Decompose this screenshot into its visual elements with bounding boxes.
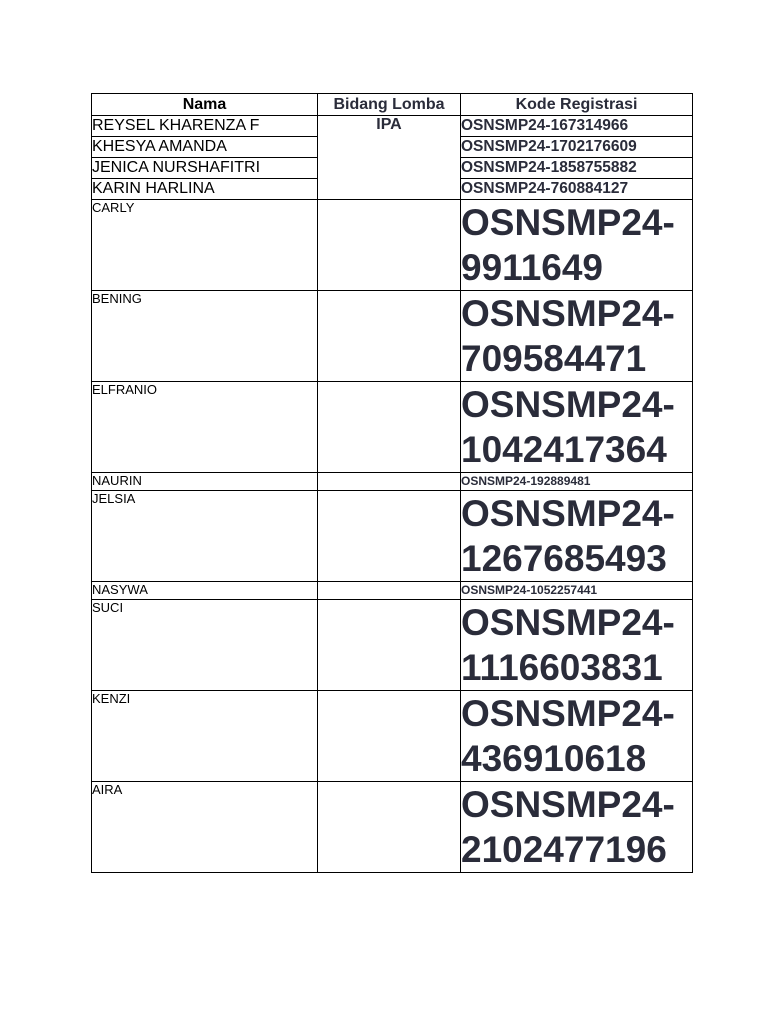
kode-number: 709584471 — [461, 338, 647, 379]
nama-cell: CARLY — [92, 200, 318, 291]
nama-cell: ELFRANIO — [92, 382, 318, 473]
table-row — [92, 473, 693, 491]
kode-number: 1267685493 — [461, 538, 667, 579]
kode-cell — [461, 291, 693, 382]
bidang-cell — [318, 782, 461, 873]
kode-cell: OSNSMP24-1052257441 — [461, 582, 693, 600]
nama-cell: KENZI — [92, 691, 318, 782]
header-nama: Nama — [92, 94, 318, 116]
nama-cell: KHESYA AMANDA — [92, 137, 318, 158]
table-row — [92, 291, 693, 382]
kode-cell: OSNSMP24-167314966 — [461, 116, 693, 137]
table-row — [92, 582, 693, 600]
kode-number: 2102477196 — [461, 829, 667, 870]
kode-number: 1116603831 — [461, 647, 663, 688]
nama-cell: NASYWA — [92, 582, 318, 600]
registration-table — [91, 93, 693, 873]
kode-number: 436910618 — [461, 738, 647, 779]
kode-prefix: OSNSMP24- — [461, 202, 675, 243]
kode-prefix: OSNSMP24- — [461, 602, 675, 643]
bidang-cell — [318, 200, 461, 291]
kode-cell — [461, 491, 693, 582]
nama-cell: KARIN HARLINA — [92, 179, 318, 200]
kode-number: 1042417364 — [461, 429, 667, 470]
bidang-cell — [318, 491, 461, 582]
kode-prefix: OSNSMP24- — [461, 693, 675, 734]
kode-number: 9911649 — [461, 247, 604, 288]
table-row — [92, 116, 693, 137]
kode-cell: OSNSMP24-760884127 — [461, 179, 693, 200]
bidang-cell — [318, 600, 461, 691]
nama-cell: BENING — [92, 291, 318, 382]
bidang-cell — [318, 291, 461, 382]
kode-prefix: OSNSMP24- — [461, 493, 675, 534]
kode-cell — [461, 600, 693, 691]
nama-cell: AIRA — [92, 782, 318, 873]
header-bidang-lomba: Bidang Lomba — [318, 94, 461, 116]
kode-prefix: OSNSMP24- — [461, 784, 675, 825]
kode-prefix: OSNSMP24- — [461, 293, 675, 334]
kode-cell — [461, 782, 693, 873]
kode-cell — [461, 691, 693, 782]
kode-cell — [461, 382, 693, 473]
kode-cell: OSNSMP24-1858755882 — [461, 158, 693, 179]
table-row — [92, 691, 693, 782]
nama-cell: NAURIN — [92, 473, 318, 491]
nama-cell: JENICA NURSHAFITRI — [92, 158, 318, 179]
nama-cell: SUCI — [92, 600, 318, 691]
table-row — [92, 382, 693, 473]
table-row — [92, 782, 693, 873]
table-row — [92, 491, 693, 582]
kode-prefix: OSNSMP24- — [461, 384, 675, 425]
kode-cell: OSNSMP24-192889481 — [461, 473, 693, 491]
bidang-cell — [318, 691, 461, 782]
kode-cell — [461, 200, 693, 291]
table-row — [92, 600, 693, 691]
bidang-cell: IPA — [318, 116, 461, 200]
bidang-cell — [318, 582, 461, 600]
nama-cell: JELSIA — [92, 491, 318, 582]
nama-cell: REYSEL KHARENZA F — [92, 116, 318, 137]
kode-cell: OSNSMP24-1702176609 — [461, 137, 693, 158]
bidang-cell — [318, 473, 461, 491]
bidang-cell — [318, 382, 461, 473]
header-row — [92, 94, 693, 116]
header-kode-registrasi: Kode Registrasi — [461, 94, 693, 116]
table-row — [92, 200, 693, 291]
